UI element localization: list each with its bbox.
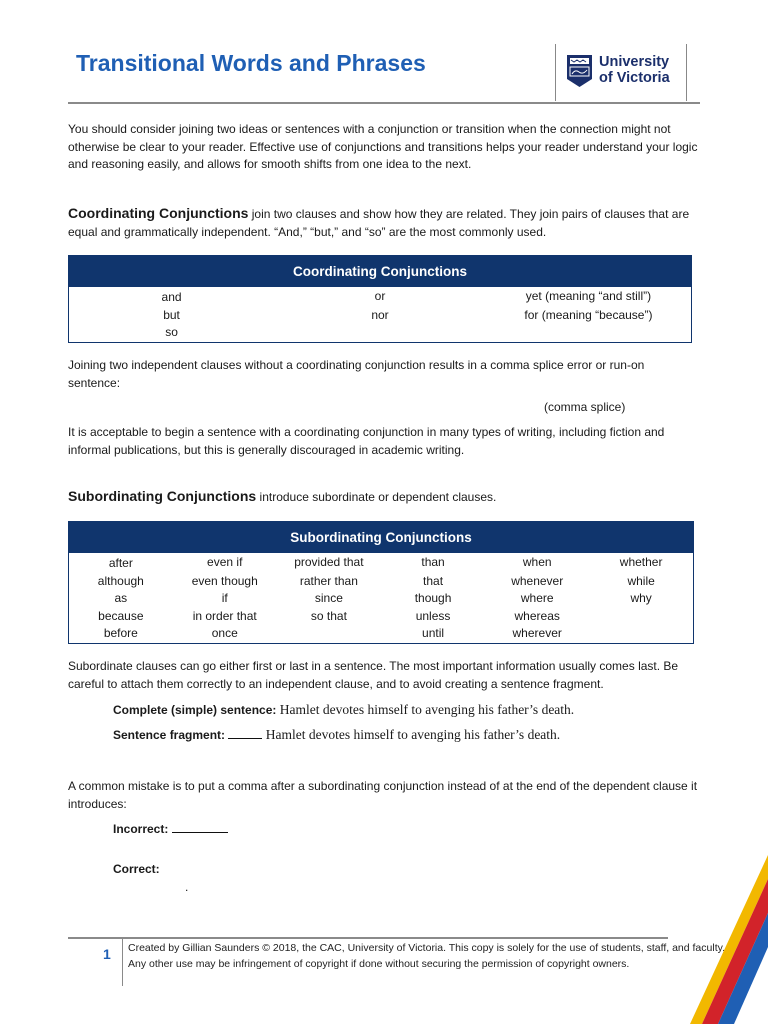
table-cell: since: [314, 591, 343, 605]
crest-icon: [566, 54, 593, 88]
table-cell: that: [423, 573, 444, 588]
fragment-blank: [228, 727, 262, 739]
table-cell: even if: [207, 555, 243, 569]
page-title: Transitional Words and Phrases: [76, 50, 426, 76]
subordinating-description: introduce subordinate or dependent clauses.: [256, 490, 497, 504]
subordinating-table: [68, 521, 694, 644]
table-cell: because: [98, 608, 144, 623]
table-cell: why: [630, 591, 652, 605]
table-cell: [274, 324, 486, 342]
intro-paragraph: You should consider joining two ideas or sentences with a conjunction or transition when the connection might not otherwise be clear to your reader. Effective use of conjunctions and transitions helps your reader understand your logic and reasoning easily, and allows for smooth shifts from one idea to the next.: [68, 122, 698, 171]
coordinating-heading: Coordinating Conjunctions: [68, 205, 249, 221]
stray-period: .: [185, 880, 189, 894]
decorative-stripes: [690, 855, 768, 1024]
table-row: [69, 590, 694, 608]
subordinating-table-title: Subordinating Conjunctions: [69, 522, 694, 553]
incorrect-label: Incorrect:: [113, 822, 169, 836]
table-cell: provided that: [294, 555, 364, 569]
table-cell: rather than: [299, 573, 358, 588]
subordinating-heading: Subordinating Conjunctions: [68, 488, 257, 504]
table-row: [69, 625, 694, 643]
table-row: [69, 573, 694, 591]
table-row: [69, 553, 694, 573]
footer-rule: [68, 937, 668, 939]
table-cell: once: [211, 626, 238, 640]
table-cell: where: [520, 591, 554, 605]
table-cell: [589, 625, 693, 643]
table-cell: when: [522, 555, 552, 569]
table-cell: as: [114, 591, 128, 605]
table-row: [69, 608, 694, 626]
table-cell: so that: [310, 608, 347, 623]
coordinating-description: join two clauses and show how they are related. They join pairs of clauses that are equal and grammatically independent. “And,” “but,” and “so” are the most commonly used.: [68, 207, 690, 239]
table-cell: whereas: [514, 608, 560, 623]
incorrect-blank: [172, 821, 228, 833]
table-cell: before: [103, 626, 138, 640]
common-mistake-paragraph: A common mistake is to put a comma after a subordinating conjunction instead of at the end of the dependent clause it introduces:: [68, 779, 698, 811]
table-cell: although: [97, 573, 144, 588]
logo-line-1: University: [599, 54, 670, 70]
table-cell: whenever: [511, 573, 564, 588]
table-cell: [277, 625, 381, 643]
table-cell: in order that: [192, 608, 257, 623]
page-number: 1: [103, 946, 111, 962]
table-cell: while: [627, 573, 655, 588]
table-cell: yet (meaning “and still”): [525, 289, 652, 303]
logo-line-2: of Victoria: [599, 70, 670, 86]
correct-label: Correct:: [113, 862, 160, 876]
table-cell: so: [165, 325, 178, 339]
table-cell: than: [421, 555, 445, 569]
table-cell: after: [108, 556, 133, 570]
table-cell: and: [161, 290, 182, 304]
fragment-example: [113, 727, 560, 743]
incorrect-example: [113, 821, 228, 836]
subordinating-paragraph: [68, 488, 698, 507]
correct-example: [113, 862, 160, 876]
table-row: [69, 324, 692, 342]
coordinating-table: [68, 255, 692, 343]
table-cell: or: [374, 289, 386, 303]
table-cell: until: [422, 626, 445, 640]
complete-text: Hamlet devotes himself to avenging his father’s death.: [276, 702, 575, 717]
table-row: [69, 307, 692, 325]
university-logo: [566, 54, 681, 94]
table-cell: nor: [371, 307, 389, 322]
table-cell: though: [414, 591, 452, 605]
copyright-notice: Created by Gillian Saunders © 2018, the CAC, University of Victoria. This copy is solely for the use of students, staff, and faculty. Any other use may be infringement of copyright if done without securing the permission of copyright owners.: [128, 942, 726, 970]
fragment-label: Sentence fragment:: [113, 728, 226, 742]
header-rule: [68, 102, 700, 104]
coordinating-table-title: Coordinating Conjunctions: [69, 256, 692, 287]
logo-divider-right: [686, 44, 687, 101]
table-cell: even though: [191, 573, 258, 588]
table-cell: unless: [415, 608, 451, 623]
comma-splice-label: (comma splice): [544, 400, 626, 414]
table-cell: whether: [619, 555, 663, 569]
complete-sentence-example: [113, 702, 574, 718]
table-cell: if: [221, 591, 228, 605]
subordinate-clauses-paragraph: Subordinate clauses can go either first or last in a sentence. The most important information usually comes last. Be careful to attach them correctly to an independent clause, and to avoid creating a sentence fragment.: [68, 659, 679, 691]
logo-text: [599, 54, 670, 86]
footer-divider: [122, 938, 123, 986]
logo-divider-left: [555, 44, 556, 101]
coordinating-paragraph: [68, 205, 698, 241]
complete-label: Complete (simple) sentence:: [113, 703, 277, 717]
fragment-text: Hamlet devotes himself to avenging his father’s death.: [262, 727, 561, 742]
table-row: [69, 287, 692, 307]
table-cell: [486, 324, 692, 342]
table-cell: for (meaning “because”): [524, 307, 653, 322]
table-cell: wherever: [512, 626, 562, 640]
table-cell: but: [163, 307, 180, 322]
acceptable-paragraph: It is acceptable to begin a sentence with a coordinating conjunction in many types of writing, including fiction and informal publications, but this is generally discouraged in academic writing.: [68, 425, 665, 457]
table-cell: [589, 608, 693, 626]
comma-splice-paragraph: Joining two independent clauses without a coordinating conjunction results in a comma splice error or run-on sentence:: [68, 358, 645, 390]
